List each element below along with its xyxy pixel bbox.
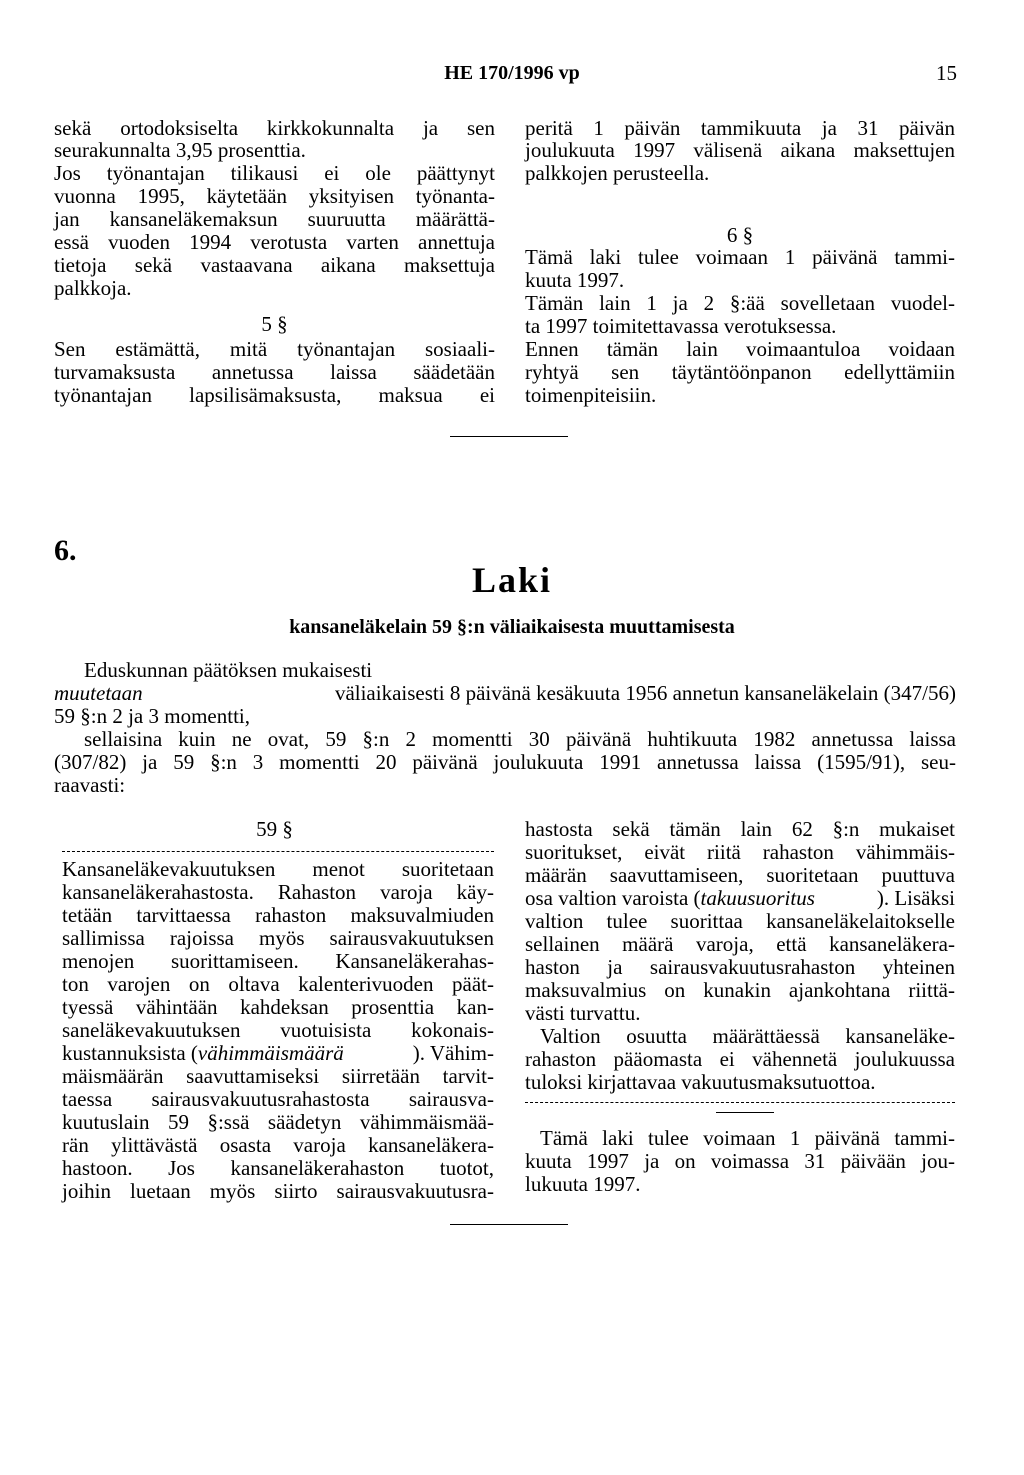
text-line: tetään tarvittaessa rahaston maksuvalmiuden: [62, 903, 494, 927]
text-line: ta 1997 toimitettavassa verotuksessa.: [525, 314, 837, 338]
text-line: vuonna 1995, käytetään yksityisen työnanta-: [54, 184, 495, 208]
text-line: sallimissa rajoissa myös sairausvakuutuksen: [62, 926, 494, 950]
text-line: menojen suorittamiseen. Kansaneläkerahas-: [62, 949, 494, 973]
text-line: peritä 1 päivän tammikuuta ja 31 päivän: [525, 116, 955, 140]
text-line: taessa sairausvakuutusrahastosta sairausva-: [62, 1087, 494, 1111]
text-line: [62, 1042, 494, 1065]
text-line: [525, 887, 955, 910]
section-heading-6: 6 §: [726, 223, 754, 247]
text-line: rahaston pääomasta ei vähennetä joulukuussa: [525, 1047, 955, 1071]
law-subtitle: kansaneläkelain 59 §:n väliaikaisesta muuttamisesta: [289, 616, 735, 638]
text-line: Ennen tämän lain voimaantuloa voidaan: [525, 337, 955, 361]
amend-keyword: muutetaan: [54, 681, 143, 705]
omitted-text-line: [62, 851, 494, 852]
text-line: tyessä vähintään kahdeksan prosenttia kan-: [62, 995, 494, 1019]
text-line: toimenpiteisiin.: [525, 383, 657, 407]
text-line: saneläkevakuutuksen vuotuisista kokonais-: [62, 1018, 494, 1042]
law-title: Laki: [471, 560, 553, 600]
text-fragment: ). Lisäksi: [876, 886, 955, 910]
text-line: rän ylittävästä osasta varoja kansaneläkera-: [62, 1133, 494, 1157]
text-line: määrän saavuttamiseen, suoritetaan puuttuva: [525, 863, 955, 887]
end-of-section-rule: [716, 1112, 774, 1113]
text-line: palkkojen perusteella.: [525, 161, 710, 185]
text-line: essä vuoden 1994 verotusta varten annettuja: [54, 230, 495, 254]
text-fragment: kustannuksista (: [62, 1041, 198, 1065]
text-line: suoritukset, eivät riitä rahaston vähimmäis-: [525, 840, 955, 864]
text-line: Sen estämättä, mitä työnantajan sosiaali-: [54, 337, 495, 361]
text-line: tuloksi kirjattavaa vakuutusmaksutuottoa.: [525, 1070, 876, 1094]
section-divider: [450, 1224, 568, 1225]
text-line: palkkoja.: [54, 276, 132, 300]
text-line: Kansaneläkevakuutuksen menot suoritetaan: [62, 857, 494, 881]
text-line: raavasti:: [54, 773, 126, 797]
text-line: Eduskunnan päätöksen mukaisesti: [84, 658, 373, 682]
text-line: kuuta 1997 ja on voimassa 31 päivään jou-: [525, 1149, 955, 1173]
text-line: Valtion osuutta määrättäessä kansaneläke-: [540, 1024, 955, 1048]
text-line: turvamaksusta annetussa laissa säädetään: [54, 360, 495, 384]
document-id: HE 170/1996 vp: [444, 62, 580, 84]
text-line: Jos työnantajan tilikausi ei ole päättynyt: [54, 161, 495, 185]
text-line: hastoon. Jos kansaneläkerahaston tuotot,: [62, 1156, 494, 1180]
text-line: valtion tulee suorittaa kansaneläkelaitokselle: [525, 909, 955, 933]
text-line: sellainen määrä varoja, että kansaneläkera-: [525, 932, 955, 956]
text-line: sellaisina kuin ne ovat, 59 §:n 2 momentti 30 päivänä huhtikuuta 1982 annetussa laissa: [84, 727, 956, 751]
text-line: hastosta sekä tämän lain 62 §:n mukaiset: [525, 817, 955, 841]
text-line: tietoja sekä vastaavana aikana maksettuja: [54, 253, 495, 277]
term-guarantee-payment: takuusuoritus: [700, 886, 815, 910]
text-fragment: väliaikaisesti 8 päivänä kesäkuuta 1956 annetun kansaneläkelain (347/56): [334, 681, 956, 705]
text-line: Tämä laki tulee voimaan 1 päivänä tammi-: [540, 1126, 955, 1150]
text-line: ryhtyä sen täytäntöönpanon edellyttämiin: [525, 360, 955, 384]
text-line: 59 §:n 2 ja 3 momentti,: [54, 704, 250, 728]
text-fragment: osa valtion varoista (: [525, 886, 701, 910]
section-heading-59: 59 §: [256, 817, 293, 841]
text-line: ton varojen on oltava kalenterivuoden päät-: [62, 972, 494, 996]
section-divider: [450, 436, 568, 437]
text-line: seurakunnalta 3,95 prosenttia.: [54, 138, 306, 162]
term-minimum-amount: vähimmäismäärä: [197, 1041, 344, 1065]
text-line: västi turvattu.: [525, 1001, 641, 1025]
text-line: joulukuuta 1997 välisenä aikana maksettujen: [525, 138, 955, 162]
text-line: [54, 682, 956, 705]
section-heading-5: 5 §: [261, 312, 288, 336]
text-line: Tämän lain 1 ja 2 §:ää sovelletaan vuodel-: [525, 291, 955, 315]
page-number: 15: [936, 61, 957, 85]
text-line: kuutuslain 59 §:ssä säädetyn vähimmäismää-: [62, 1110, 494, 1134]
text-line: Tämä laki tulee voimaan 1 päivänä tammi-: [525, 245, 955, 269]
omitted-text-line: [525, 1102, 955, 1103]
text-line: haston ja sairausvakuutusrahaston yhteinen: [525, 955, 955, 979]
text-line: maksuvalmius on kunakin ajankohtana riittä-: [525, 978, 955, 1002]
text-line: sekä ortodoksiselta kirkkokunnalta ja sen: [54, 116, 495, 140]
text-line: lukuuta 1997.: [525, 1172, 641, 1196]
text-line: kuuta 1997.: [525, 268, 625, 292]
text-fragment: ). Vähim-: [412, 1041, 494, 1065]
text-line: mäismäärän saavuttamiseksi siirretään tarvit-: [62, 1064, 494, 1088]
text-line: työnantajan lapsilisämaksusta, maksua ei: [54, 383, 495, 407]
text-line: joihin luetaan myös siirto sairausvakuutusra-: [62, 1179, 494, 1203]
law-number: 6.: [54, 534, 77, 567]
text-line: (307/82) ja 59 §:n 3 momentti 20 päivänä joulukuuta 1991 annetussa laissa (1595/91), seu-: [54, 750, 956, 774]
text-line: kansaneläkerahastosta. Rahaston varoja käy-: [62, 880, 494, 904]
text-line: jan kansaneläkemaksun suuruutta määrättä-: [54, 207, 495, 231]
